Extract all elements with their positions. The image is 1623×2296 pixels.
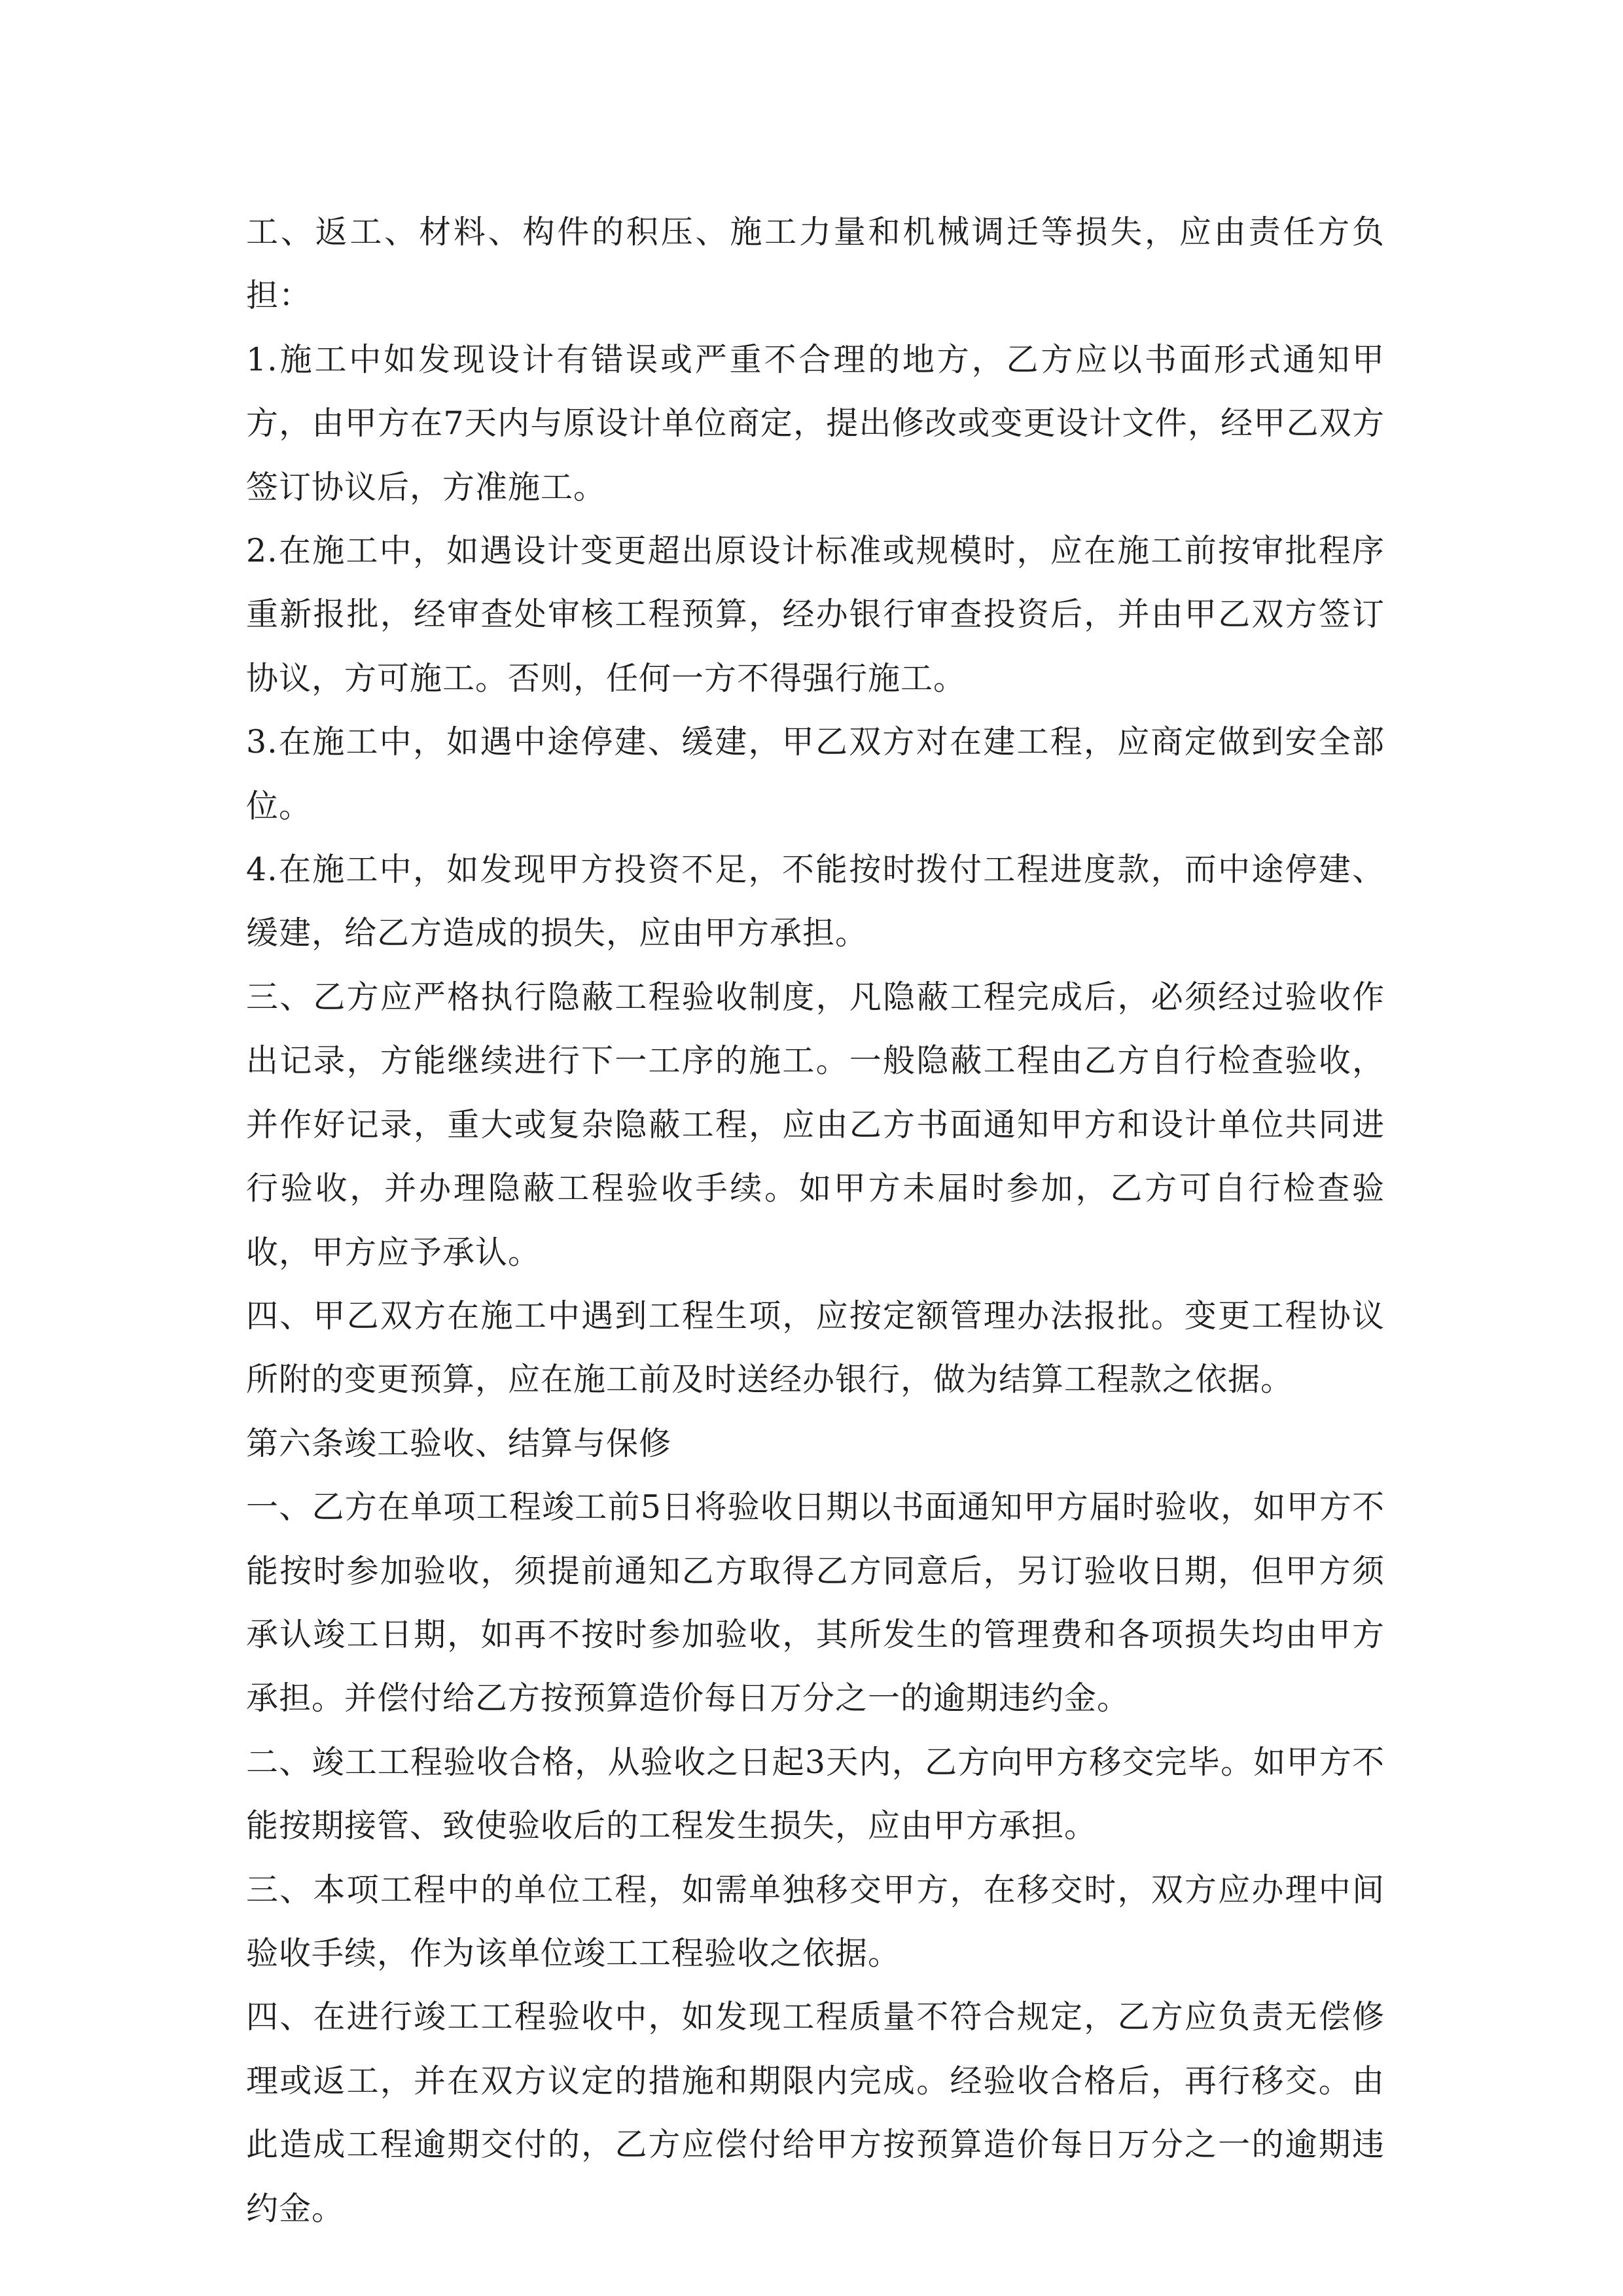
paragraph-item-4: 4.在施工中，如发现甲方投资不足，不能按时拨付工程进度款，而中途停建、缓建，给乙方造成的损失，应由甲方承担。 <box>246 851 1385 952</box>
paragraph-article-6-item-1: 一、乙方在单项工程竣工前5日将验收日期以书面通知甲方届时验收，如甲方不能按时参加验收，须提前通知乙方取得乙方同意后，另订验收日期，但甲方须承认竣工日期，如再不按时参加验收，其所发生的管理费和各项损失均由甲方承担。并偿付给乙方按预算造价每日万分之一的逾期违约金。 <box>246 1488 1385 1717</box>
paragraph-section-4-changes: 四、甲乙双方在施工中遇到工程生项，应按定额管理办法报批。变更工程协议所附的变更预算，应在施工前及时送经办银行，做为结算工程款之依据。 <box>246 1297 1385 1399</box>
paragraph-article-6-item-2: 二、竣工工程验收合格，从验收之日起3天内，乙方向甲方移交完毕。如甲方不能按期接管、致使验收后的工程发生损失，应由甲方承担。 <box>246 1743 1385 1845</box>
paragraph-item-1: 1.施工中如发现设计有错误或严重不合理的地方，乙方应以书面形式通知甲方，由甲方在7天内与原设计单位商定，提出修改或变更设计文件，经甲乙双方签订协议后，方准施工。 <box>246 340 1385 506</box>
paragraph-article-6-item-4: 四、在进行竣工工程验收中，如发现工程质量不符合规定，乙方应负责无偿修理或返工，并在双方议定的措施和期限内完成。经验收合格后，再行移交。由此造成工程逾期交付的，乙方应偿付给甲方按预算造价每日万分之一的逾期违约金。 <box>246 1998 1385 2227</box>
article-6-heading: 第六条竣工验收、结算与保修 <box>246 1424 672 1462</box>
paragraph-item-2: 2.在施工中，如遇设计变更超出原设计标准或规模时，应在施工前按审批程序重新报批，经审查处审核工程预算，经办银行审查投资后，并由甲乙双方签订协议，方可施工。否则，任何一方不得强行施工。 <box>246 532 1385 697</box>
paragraph-section-3-hidden-works: 三、乙方应严格执行隐蔽工程验收制度，凡隐蔽工程完成后，必须经过验收作出记录，方能继续进行下一工序的施工。一般隐蔽工程由乙方自行检查验收，并作好记录，重大或复杂隐蔽工程，应由乙方书面通知甲方和设计单位共同进行验收，并办理隐蔽工程验收手续。如甲方未届时参加，乙方可自行检查验收，甲方应予承认。 <box>246 978 1385 1271</box>
paragraph-article-6-item-3: 三、本项工程中的单位工程，如需单独移交甲方，在移交时，双方应办理中间验收手续，作为该单位竣工工程验收之依据。 <box>246 1871 1385 1972</box>
document-body <box>246 200 1385 2240</box>
paragraph-loss-liability: 工、返工、材料、构件的积压、施工力量和机械调迁等损失，应由责任方负担： <box>246 213 1385 315</box>
paragraph-item-3: 3.在施工中，如遇中途停建、缓建，甲乙双方对在建工程，应商定做到安全部位。 <box>246 723 1385 825</box>
